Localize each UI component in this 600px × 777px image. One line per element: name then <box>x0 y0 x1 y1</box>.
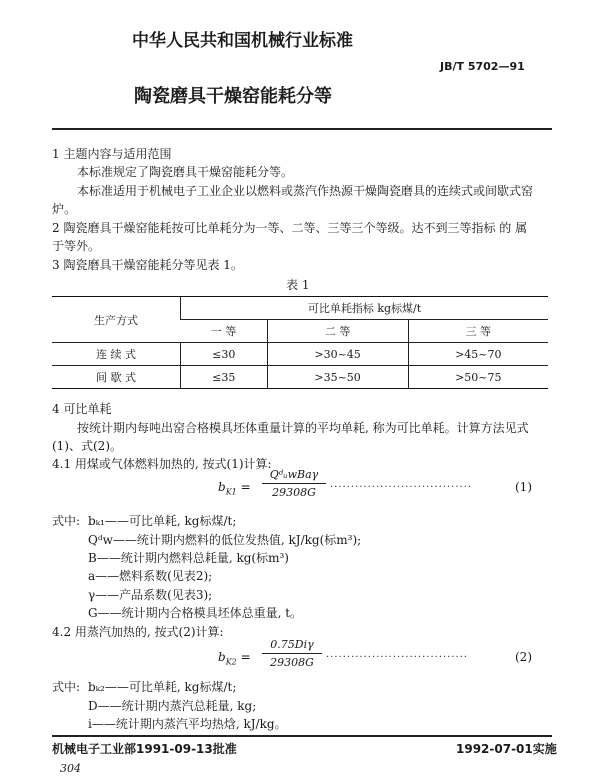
footer-divider <box>52 735 552 737</box>
formula-2-equals: = <box>240 650 251 664</box>
table-cell-value: >50~75 <box>408 366 548 389</box>
table-caption: 表 1 <box>286 278 310 292</box>
where-item: B——统计期内燃料总耗量, kg(标m³) <box>88 551 289 565</box>
formula-2-subscript: K2 <box>225 657 237 667</box>
section-4-heading: 4 可比单耗 <box>52 402 112 416</box>
table-cell-mode: 间 歇 式 <box>52 366 181 389</box>
section-1-para-1: 本标准规定了陶瓷磨具干燥窑能耗分等。 <box>77 165 294 179</box>
where-item: G——统计期内合格模具坯体总重量, t。 <box>88 606 303 620</box>
section-2-line-2: 于等外。 <box>52 239 101 253</box>
page-number: 304 <box>60 762 81 775</box>
effective-date: 1992-07-01实施 <box>456 742 557 756</box>
formula-1-leader: ·································· <box>330 482 473 493</box>
section-2-line-1: 2 陶瓷磨具干燥窑能耗按可比单耗分为一等、二等、三等三个等级。达不到三等指标 的 属 <box>52 221 528 235</box>
formula-2-lhs <box>218 650 251 666</box>
table-header-grade-2: 二 等 <box>267 320 408 343</box>
section-4-1-heading: 4.1 用煤或气体燃料加热的, 按式(1)计算: <box>52 457 272 471</box>
where-item: bₖ₁——可比单耗, kg标煤/t; <box>88 514 237 528</box>
section-3-line: 3 陶瓷磨具干燥窑能耗分等见表 1。 <box>52 258 243 272</box>
where-item: γ——产品系数(见表3); <box>88 588 213 602</box>
section-1-heading: 1 主题内容与适用范围 <box>52 147 172 161</box>
formula-2-number: (2) <box>515 650 532 664</box>
section-4-para-line-2: (1)、式(2)。 <box>52 439 122 453</box>
section-4-2-heading: 4.2 用蒸汽加热的, 按式(2)计算: <box>52 625 224 639</box>
document-title: 陶瓷磨具干燥窑能耗分等 <box>134 86 332 107</box>
formula-2-denominator: 29308G <box>270 656 314 669</box>
formula-1-subscript: K1 <box>225 487 237 497</box>
formula-2-symbol: b <box>218 650 226 664</box>
table-row <box>52 343 548 366</box>
formula-2-leader: ·································· <box>326 652 469 663</box>
section-1-para-2-cont: 炉。 <box>52 202 77 216</box>
standard-number: JB/T 5702—91 <box>440 60 525 73</box>
where-item: D——统计期内蒸汽总耗量, kg; <box>88 699 257 713</box>
section-4-para-line-1: 按统计期内每吨出窑合格模具坯体重量计算的平均单耗, 称为可比单耗。计算方法见式 <box>77 421 529 435</box>
formula-2-numerator: 0.75Diγ <box>270 638 314 651</box>
table-row <box>52 366 548 389</box>
table-cell-value: >30~45 <box>267 343 408 366</box>
where-label-1: 式中: <box>52 514 81 528</box>
formula-1-number: (1) <box>515 480 532 494</box>
formula-2-fraction <box>262 638 322 669</box>
section-1-para-2: 本标准适用于机械电子工业企业以燃料或蒸汽作热源干燥陶瓷磨具的连续式或间歇式窑 <box>77 184 534 198</box>
standard-category-title: 中华人民共和国机械行业标准 <box>132 31 353 51</box>
where-item: Qᵈw——统计期内燃料的低位发热值, kJ/kg(标m³); <box>88 533 362 547</box>
formula-1-fraction <box>262 468 326 499</box>
approval-date: 机械电子工业部1991-09-13批准 <box>52 742 237 756</box>
where-item: i——统计期内蒸汽平均热焓, kJ/kg。 <box>88 717 287 731</box>
formula-1-lhs <box>218 480 251 496</box>
table-header-indicator: 可比单耗指标 kg标煤/t <box>181 297 549 320</box>
table-cell-value: ≤30 <box>181 343 268 366</box>
where-item: a——燃料系数(见表2); <box>88 569 213 583</box>
formula-1-equals: = <box>240 480 251 494</box>
header-divider <box>52 128 552 130</box>
energy-grade-table <box>52 296 548 389</box>
table-header-grade-1: 一 等 <box>181 320 268 343</box>
table-header-mode: 生产方式 <box>52 297 181 343</box>
table-cell-value: ≤35 <box>181 366 268 389</box>
where-label-2: 式中: <box>52 680 81 694</box>
formula-1-symbol: b <box>218 480 226 494</box>
table-cell-mode: 连 续 式 <box>52 343 181 366</box>
table-header-grade-3: 三 等 <box>408 320 548 343</box>
table-cell-value: >35~50 <box>267 366 408 389</box>
formula-1-denominator: 29308G <box>272 486 316 499</box>
formula-1-numerator: QᵈᵤwBaγ <box>269 468 319 481</box>
where-item: bₖ₂——可比单耗, kg标煤/t; <box>88 680 237 694</box>
table-cell-value: >45~70 <box>408 343 548 366</box>
